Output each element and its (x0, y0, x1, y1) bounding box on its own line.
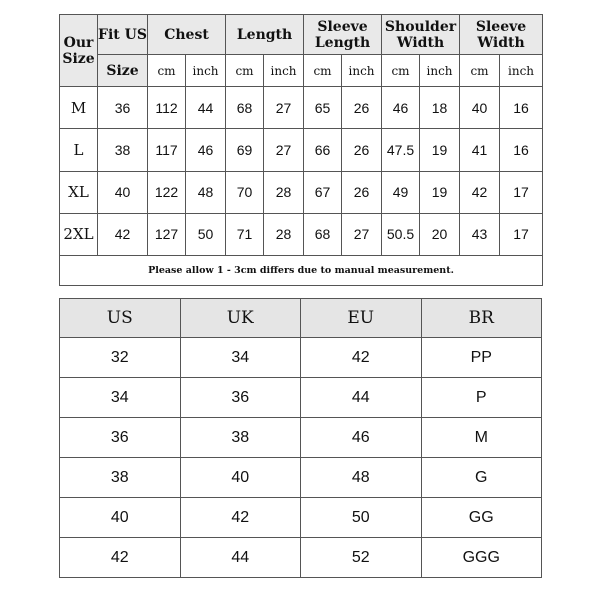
conversion-cell: P (421, 378, 542, 418)
conversion-header-uk: UK (180, 299, 301, 338)
measurement-cell: 65 (304, 87, 342, 129)
measurement-cell: 46 (186, 129, 226, 171)
size-chart-rows (60, 87, 543, 256)
unit-cm: cm (304, 55, 342, 87)
unit-inch: inch (264, 55, 304, 87)
conversion-row (60, 418, 542, 458)
header-chest: Chest (148, 15, 226, 55)
measurement-cell: 16 (500, 129, 543, 171)
measurement-cell: 50 (186, 213, 226, 255)
conversion-header-br: BR (421, 299, 542, 338)
measurement-cell: 50.5 (382, 213, 420, 255)
conversion-cell: 36 (180, 378, 301, 418)
header-shoulder-width: Shoulder Width (382, 15, 460, 55)
measurement-cell: 67 (304, 171, 342, 213)
measurement-cell: 70 (226, 171, 264, 213)
unit-inch: inch (500, 55, 543, 87)
size-label: M (60, 87, 98, 129)
size-label: XL (60, 171, 98, 213)
measurement-cell: 47.5 (382, 129, 420, 171)
conversion-cell: 34 (60, 378, 181, 418)
conversion-cell: 40 (180, 458, 301, 498)
conversion-row (60, 498, 542, 538)
conversion-cell: 50 (301, 498, 422, 538)
fit-us-value: 36 (98, 87, 148, 129)
measurement-cell: 26 (342, 129, 382, 171)
fit-us-value: 42 (98, 213, 148, 255)
measurement-cell: 127 (148, 213, 186, 255)
unit-cm: cm (460, 55, 500, 87)
measurement-cell: 49 (382, 171, 420, 213)
header-fit-us: Fit US (98, 15, 148, 55)
measurement-cell: 43 (460, 213, 500, 255)
conversion-rows (60, 338, 542, 578)
header-our-size: Our Size (60, 15, 98, 87)
measurement-cell: 69 (226, 129, 264, 171)
conversion-cell: 44 (301, 378, 422, 418)
conversion-cell: 48 (301, 458, 422, 498)
measurement-cell: 26 (342, 87, 382, 129)
conversion-cell: 42 (60, 538, 181, 578)
header-fit-us-size: Size (98, 55, 148, 87)
conversion-cell: 42 (301, 338, 422, 378)
conversion-cell: PP (421, 338, 542, 378)
unit-inch: inch (420, 55, 460, 87)
conversion-header-us: US (60, 299, 181, 338)
header-length: Length (226, 15, 304, 55)
measurement-cell: 27 (264, 87, 304, 129)
conversion-row (60, 458, 542, 498)
fit-us-value: 38 (98, 129, 148, 171)
measurement-cell: 112 (148, 87, 186, 129)
size-chart-table (59, 14, 543, 286)
size-label: L (60, 129, 98, 171)
measurement-cell: 16 (500, 87, 543, 129)
measurement-cell: 71 (226, 213, 264, 255)
measurement-cell: 66 (304, 129, 342, 171)
size-row (60, 171, 543, 213)
conversion-header-eu: EU (301, 299, 422, 338)
size-conversion-table (59, 298, 542, 578)
size-row (60, 87, 543, 129)
conversion-cell: GGG (421, 538, 542, 578)
measurement-cell: 40 (460, 87, 500, 129)
conversion-cell: 36 (60, 418, 181, 458)
conversion-cell: 34 (180, 338, 301, 378)
measurement-cell: 44 (186, 87, 226, 129)
conversion-cell: 44 (180, 538, 301, 578)
conversion-cell: M (421, 418, 542, 458)
conversion-row (60, 338, 542, 378)
measurement-cell: 46 (382, 87, 420, 129)
conversion-cell: G (421, 458, 542, 498)
unit-cm: cm (226, 55, 264, 87)
measurement-note: Please allow 1 - 3cm differs due to manual measurement. (60, 255, 543, 285)
conversion-cell: 32 (60, 338, 181, 378)
measurement-cell: 28 (264, 213, 304, 255)
measurement-cell: 42 (460, 171, 500, 213)
measurement-cell: 68 (304, 213, 342, 255)
size-label: 2XL (60, 213, 98, 255)
conversion-cell: 46 (301, 418, 422, 458)
unit-inch: inch (186, 55, 226, 87)
size-row (60, 213, 543, 255)
fit-us-value: 40 (98, 171, 148, 213)
measurement-cell: 41 (460, 129, 500, 171)
conversion-cell: 52 (301, 538, 422, 578)
measurement-cell: 27 (342, 213, 382, 255)
conversion-cell: 38 (60, 458, 181, 498)
conversion-row (60, 378, 542, 418)
measurement-cell: 122 (148, 171, 186, 213)
measurement-cell: 28 (264, 171, 304, 213)
measurement-cell: 17 (500, 171, 543, 213)
measurement-cell: 19 (420, 171, 460, 213)
unit-cm: cm (382, 55, 420, 87)
header-sleeve-length: Sleeve Length (304, 15, 382, 55)
conversion-cell: 40 (60, 498, 181, 538)
conversion-cell: 38 (180, 418, 301, 458)
conversion-cell: 42 (180, 498, 301, 538)
measurement-cell: 26 (342, 171, 382, 213)
measurement-cell: 20 (420, 213, 460, 255)
measurement-cell: 68 (226, 87, 264, 129)
unit-inch: inch (342, 55, 382, 87)
size-row (60, 129, 543, 171)
measurement-cell: 117 (148, 129, 186, 171)
measurement-cell: 27 (264, 129, 304, 171)
measurement-cell: 19 (420, 129, 460, 171)
measurement-cell: 18 (420, 87, 460, 129)
conversion-header-row (60, 299, 542, 338)
unit-cm: cm (148, 55, 186, 87)
header-sleeve-width: Sleeve Width (460, 15, 543, 55)
measurement-cell: 48 (186, 171, 226, 213)
conversion-cell: GG (421, 498, 542, 538)
measurement-cell: 17 (500, 213, 543, 255)
conversion-row (60, 538, 542, 578)
